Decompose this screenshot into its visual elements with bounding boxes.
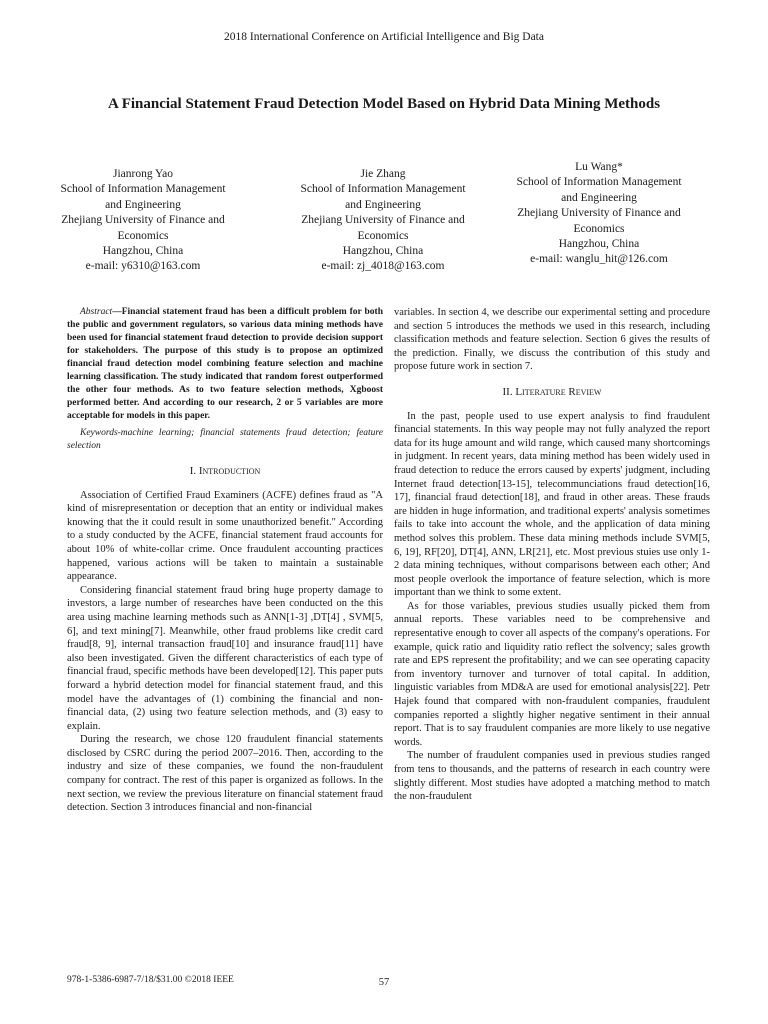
paragraph: In the past, people used to use expert analysis to find fraudulent financial statements. In this way people may not fully analyzed the report data for its huge amount and wild range, which caused many shortcomings in judgment. In recent years, data mining method has been widely used in fraud detection to reduce the errors caused by experts' judgment, including Internet fraud detection[13-15], telecommunciations fraud detection[16, 17], financial fraud detection[18], and fraud in other areas. These frauds are hidden in huge information, and traditional experts' analysis sometimes fails to take into account the whole, and the application of data mining method solves this problem. These data mining methods include SVM[5, 6, 19], RF[20], DT[4], ANN, LR[21], etc. Most previous stuies use only 1-2 data mining techniques, without comparisons between each other; And most people overlook the importance of feature selection, which is more important than we think to some extent.	[394, 410, 710, 599]
author-affiliation: School of Information Management	[516, 176, 682, 189]
author-location: Hangzhou, China	[102, 245, 184, 258]
paragraph: As for those variables, previous studies usually picked them from annual reports. These variables need to be comprehensive and representative enough to cover all aspects of the company's operations. For example, quick ratio and liquidity ratio reflect the solvency; sales growth rate and EPS represent the profitability; and we can see operating capacity from inventory turnover and turnover of total capital. In addition, linguistic variables from MD&A are used for emotional analysis[22]. Petr Hajek found that compared with non-fraudulent companies, fraudulent companies reported a slightly higher negative sentiment in their annual report. That is to say fraudulent companies are more likely to use negative words.	[394, 600, 710, 748]
author-location: Hangzhou, China	[558, 238, 640, 251]
author-email: e-mail: y6310@163.com	[85, 260, 201, 273]
author-name: Lu Wang*	[575, 161, 623, 173]
section-heading-literature-review: II. Literature Review	[502, 385, 602, 398]
abstract-text: —Financial statement fraud has been a difficult problem for both the public and government regulators, so various data mining methods have been used for financial statement fraud detection to provide decision support for stakeholders. The purpose of this study is to propose an optimized financial fraud detection model combining feature selection and machine learning classification. The study indicated that random forest outperformed the other four methods. As to two feature selection methods, Xgboost performed better. And according to our research, 2 or 5 variables are more acceptable for models in this paper.	[67, 307, 383, 421]
author-affiliation: Zhejiang University of Finance and	[517, 207, 681, 220]
author-affiliation: and Engineering	[345, 198, 421, 211]
author-name: Jianrong Yao	[112, 168, 174, 180]
paragraph: variables. In section 4, we describe our experimental setting and procedure and section 5 introduces the methods we used in this research, including classification methods and feature selection. Section 6 gives the results of the prediction. Finally, we discuss the contribution of this study and propose future work in section 7.	[394, 307, 710, 373]
paragraph: During the research, we chose 120 fraudulent financial statements disclosed by CSRC during the period 2007–2016. Then, according to the industry and size of these companies, we found the non-fraudulent company for contract. The rest of this paper is organized as follows. In the next section, we review the previous literature on financial statement fraud detection. Section 3 introduces financial and non-financial	[67, 734, 383, 814]
page-number: 57	[378, 977, 390, 988]
right-column	[394, 306, 710, 804]
author-affiliation: and Engineering	[105, 198, 181, 211]
author-block-1	[43, 167, 243, 275]
author-block-2	[283, 167, 483, 275]
author-affiliation: and Engineering	[561, 191, 637, 204]
section-heading-introduction: I. Introduction	[189, 465, 261, 477]
paragraph: Association of Certified Fraud Examiners (ACFE) defines fraud as "A kind of misrepresentation or deception that an entity or individual makes knowing that the it could result in some unauthorized benefit." According to a study conducted by the ACFE, financial statement fraud accounts for about 10% of white-collar crime. Once fraudulent accounting practices happened, various actions will be taken to maintain a sustainable appearance.	[67, 489, 383, 583]
author-block-3	[499, 160, 699, 268]
paragraph: Considering financial statement fraud bring huge property damage to investors, a large number of researches have been conducted on the this area using machine learning methods such as ANN[1-3] ,DT[4] , SVM[5, 6], and text mining[7]. Meanwhile, other fraud problems like credit card fraud[8, 9], internal transaction fraud[10] and insurance fraud[11] have also been investigated. Given the different characteristics of each type of financial fraud, specific methods have been developed[12]. This paper puts forward a hybrid detection model for financial statement fraud, and this model have the advantages of (1) combining the financial and non-financial data, (2) using two feature selection methods, and (3) easy to explain.	[67, 584, 383, 732]
author-affiliation: Economics	[573, 222, 625, 235]
author-affiliation: Economics	[117, 229, 169, 242]
paragraph: The number of fraudulent companies used in previous studies ranged from tens to thousands, and the patterns of research in each country were slightly different. Most studies have adopted a matching method to match the non-fraudulent	[394, 750, 710, 803]
author-affiliation: School of Information Management	[300, 183, 466, 196]
author-affiliation: Zhejiang University of Finance and	[301, 214, 465, 227]
author-email: e-mail: zj_4018@163.com	[321, 260, 445, 273]
author-location: Hangzhou, China	[342, 245, 424, 258]
left-column	[67, 306, 383, 815]
author-affiliation: Zhejiang University of Finance and	[61, 214, 225, 227]
author-affiliation: Economics	[357, 229, 409, 242]
author-email: e-mail: wanglu_hit@126.com	[530, 253, 668, 266]
author-affiliation: School of Information Management	[60, 183, 226, 196]
abstract	[67, 306, 383, 423]
isbn-footer: 978-1-5386-6987-7/18/$31.00 ©2018 IEEE	[67, 975, 234, 985]
keywords: Keywords-machine learning; financial statements fraud detection; feature selection	[67, 428, 383, 451]
conference-header: 2018 International Conference on Artificial Intelligence and Big Data	[224, 31, 544, 43]
paper-title: A Financial Statement Fraud Detection Model Based on Hybrid Data Mining Methods	[107, 96, 661, 112]
author-name: Jie Zhang	[360, 168, 406, 180]
abstract-label: Abstract	[80, 307, 113, 317]
